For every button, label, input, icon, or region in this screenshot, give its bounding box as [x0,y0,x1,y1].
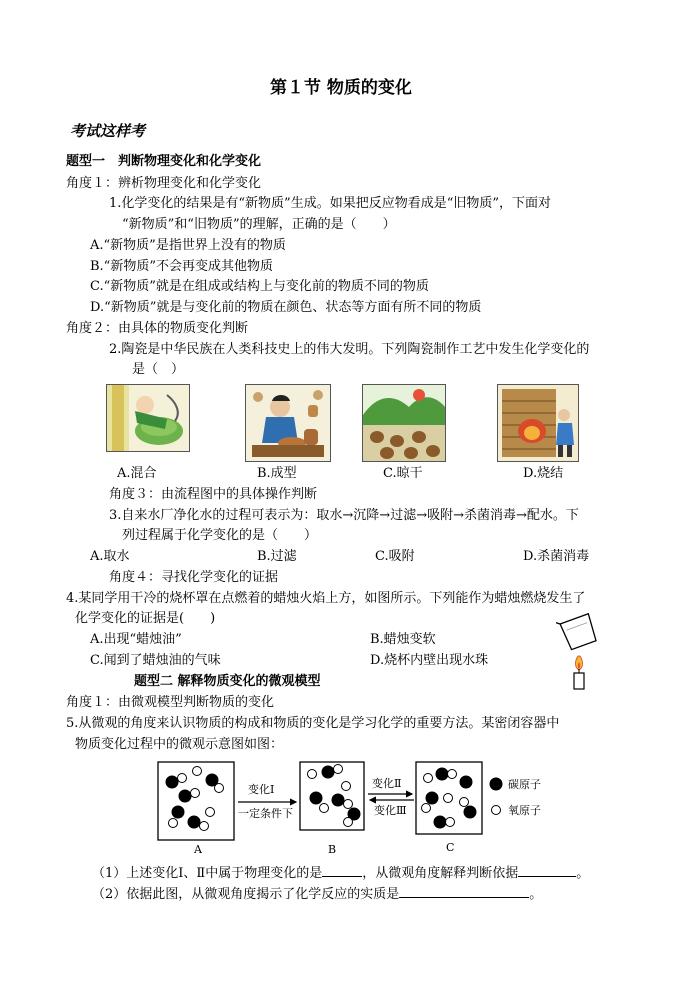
q2-stem-line2: 是（ ） [132,362,185,377]
q3-option-c: C.吸附 [375,549,415,564]
q2-option-c: C.晾干 [383,466,423,481]
legend-carbon-label: 碳原子 [508,778,541,791]
shaping-picture [245,384,331,462]
candle-beaker-figure [556,612,602,690]
q4-stem-line1: 4.某同学用干冷的烧杯罩在点燃着的蜡烛火焰上方，如图所示。下列能作为蜡烛燃烧发生了 [66,591,586,606]
q5-stem-line1: 5.从微观的角度来认识物质的构成和物质的变化是学习化学的重要方法。某密闭容器中 [66,716,560,731]
q2-option-a: A.混合 [117,466,157,481]
q1-option-b: B.“新物质”不会再变成其他物质 [90,259,273,274]
q1-stem-line1: 1.化学变化的结果是有“新物质”生成。如果把反应物看成是“旧物质”，下面对 [109,196,551,211]
q2-option-d: D.烧结 [523,466,564,481]
q1-option-c: C.“新物质”就是在组成或结构上与变化前的物质不同的物质 [90,279,429,294]
q5-sub1-text-b: ，从微观角度解释判断依据 [362,866,519,881]
q3-stem-line2: 列过程属于化学变化的是（ ） [122,528,318,543]
change2-label: 变化Ⅱ [372,777,402,790]
sintering-picture [497,384,579,462]
angle3: 角度３：由流程图中的具体操作判断 [109,487,318,502]
angle4: 角度４：寻找化学变化的证据 [109,570,279,585]
angle5: 角度１：由微观模型判断物质的变化 [66,695,275,710]
drying-picture [362,384,446,462]
change1-label: 变化Ⅰ [248,783,275,796]
box-c-label: C [446,841,455,854]
q5-sub1-end: 。 [576,866,590,881]
type2-heading: 题型二 解释物质变化的微观模型 [134,674,321,689]
q5-sub2-end: 。 [529,887,543,902]
q3-option-d: D.杀菌消毒 [523,549,590,564]
q4-option-d: D.烧杯内壁出现水珠 [370,653,489,668]
q5-sub2-text-a: （2）依据此图，从微观角度揭示了化学反应的实质是 [92,887,400,902]
q2-stem-line1: 2.陶瓷是中华民族在人类科技史上的伟大发明。下列陶瓷制作工艺中发生化学变化的 [109,342,590,357]
section-heading: 考试这样考 [70,122,146,140]
q5-sub1-answer-blank-2[interactable] [518,863,576,877]
angle2: 角度２：由具体的物质变化判断 [66,321,249,336]
q5-sub1-answer-blank-1[interactable] [322,863,362,877]
angle1: 角度１：辨析物理变化和化学变化 [66,176,262,191]
legend-oxygen-label: 氧原子 [508,804,541,817]
q2-option-b: B.成型 [257,466,297,481]
q5-sub1-text-a: （1）上述变化Ⅰ、Ⅱ中属于物理变化的是 [92,866,323,881]
q4-option-b: B.蜡烛变软 [370,632,436,647]
q5-sub2-answer-blank[interactable] [399,884,529,898]
change3-label: 变化Ⅲ [374,804,407,817]
q1-option-d: D.“新物质”就是与变化前的物质在颜色、状态等方面有所不同的物质 [90,300,482,315]
q4-stem-line2: 化学变化的证据是( ) [75,611,216,626]
q4-option-c: C.闻到了蜡烛油的气味 [90,653,221,668]
q5-stem-line2: 物质变化过程中的微观示意图如图： [75,737,284,752]
box-b-label: B [328,843,337,856]
q1-stem-line2: “新物质”和“旧物质”的理解，正确的是（ ） [122,217,396,232]
mixing-picture [106,384,190,452]
q3-option-b: B.过滤 [257,549,297,564]
q3-option-a: A.取水 [90,549,130,564]
q5-sub2 [92,884,542,903]
q1-option-a: A.“新物质”是指世界上没有的物质 [90,238,286,253]
type1-heading: 题型一 判断物理变化和化学变化 [66,154,262,169]
micro-diagram [150,756,550,856]
page-title: 第１节 物质的变化 [270,78,412,98]
q4-option-a: A.出现“蜡烛油” [90,632,182,647]
q3-stem-line1: 3.自来水厂净化水的过程可表示为：取水→沉降→过滤→吸附→杀菌消毒→配水。下 [109,508,579,523]
condition-label: 一定条件下 [238,807,293,820]
q5-sub1 [92,863,589,882]
box-a-label: A [194,843,202,856]
